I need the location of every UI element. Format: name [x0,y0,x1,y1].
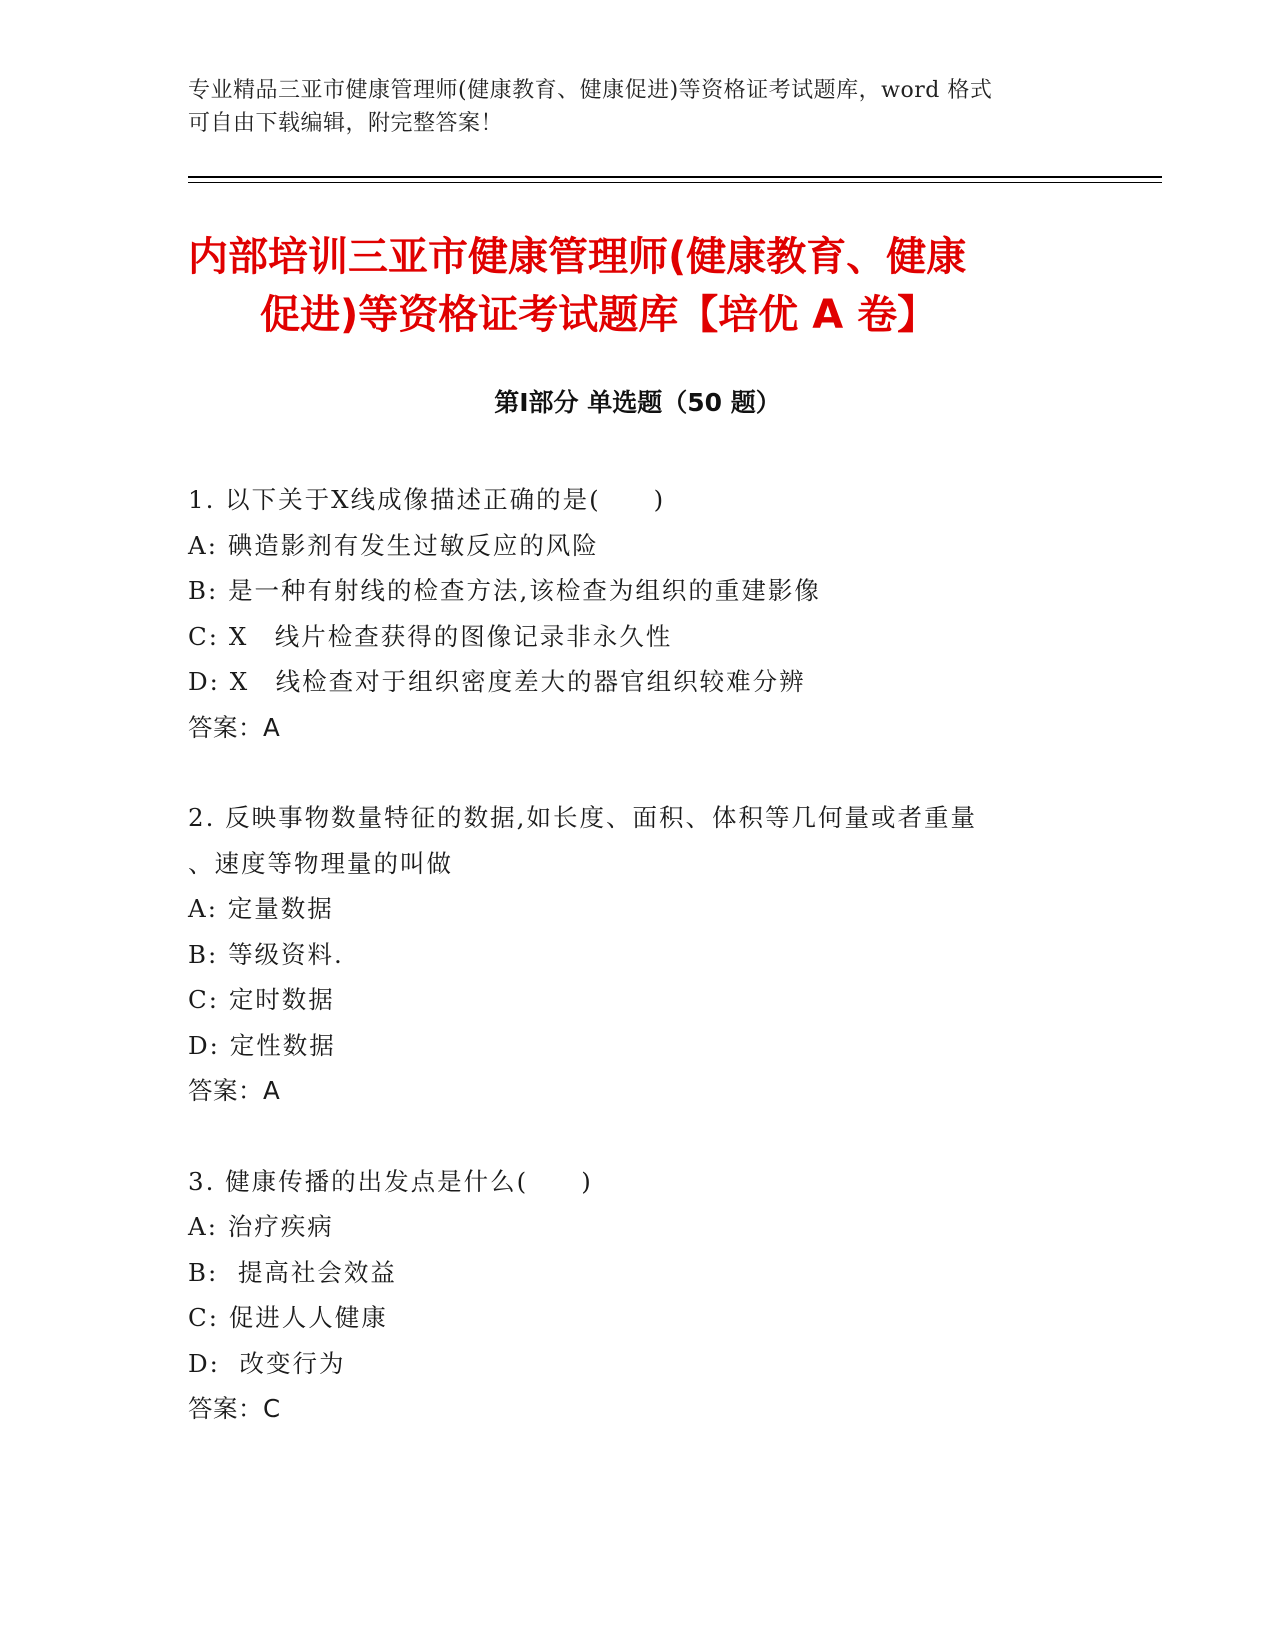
option-c [188,614,1088,660]
option-text: 改变行为 [229,1348,346,1378]
header-note-line-2: 可自由下载编辑，附完整答案！ [188,111,504,136]
option-text: 碘造影剂有发生过敏反应的风险 [227,530,599,560]
question-stem-line-1: 2. 反映事物数量特征的数据,如长度、面积、体积等几何量或者重量 [188,803,977,832]
answer: 答案：A [188,712,281,742]
option-text: 等级资料. [228,939,344,969]
option-text: 治疗疾病 [227,1212,334,1241]
question-2 [188,795,1088,1114]
option-d [188,1023,1088,1069]
option-label: B: [188,1257,219,1287]
answer: 答案：C [188,1394,281,1423]
option-text: 定量数据 [227,894,334,923]
option-text: 定时数据 [228,985,335,1014]
option-d [188,1341,1088,1387]
option-text: X 线检查对于组织密度差大的器官组织较难分辨 [229,667,806,696]
option-label: D: [188,667,220,696]
option-text: X 线片检查获得的图像记录非永久性 [228,621,673,651]
option-label: C: [188,621,220,651]
document-title [188,228,1098,344]
option-a [188,886,1088,932]
option-label: C: [188,1303,220,1332]
option-label: A: [188,894,218,923]
option-c [188,1295,1088,1341]
option-d [188,659,1088,705]
document-title-line-2: 促进)等资格证考试题库【培优 A 卷】 [260,292,938,338]
option-label: A: [188,1212,218,1241]
header-note [188,74,1068,140]
question-stem: 3. 健康传播的出发点是什么( ) [188,1166,593,1196]
option-b [188,932,1088,978]
option-a [188,1204,1088,1250]
option-label: C: [188,985,220,1014]
header-note-line-1: 专业精品三亚市健康管理师(健康教育、健康促进)等资格证考试题库，word 格式 [188,78,993,103]
header-rule-thin [188,182,1162,183]
option-text: 提高社会效益 [228,1257,397,1287]
question-list [188,477,1088,1477]
question-stem-line-2: 、速度等物理量的叫做 [188,848,453,878]
option-text: 定性数据 [229,1030,336,1060]
answer: 答案：A [188,1076,281,1105]
question-3 [188,1159,1088,1432]
option-a [188,523,1088,569]
question-1 [188,477,1088,750]
option-label: B: [188,576,219,605]
option-label: B: [188,939,219,969]
option-b [188,568,1088,614]
section-heading: 第Ⅰ部分 单选题（50 题） [494,388,781,417]
option-text: 是一种有射线的检查方法,该检查为组织的重建影像 [228,576,821,605]
question-stem: 1. 以下关于X线成像描述正确的是( ) [188,485,666,514]
option-text: 促进人人健康 [228,1303,388,1332]
option-label: D: [188,1348,220,1378]
header-rule-thick [188,176,1162,178]
option-c [188,977,1088,1023]
option-label: D: [188,1030,220,1060]
document-title-line-1: 内部培训三亚市健康管理师(健康教育、健康 [188,234,967,280]
option-label: A: [188,530,218,560]
option-b [188,1250,1088,1296]
